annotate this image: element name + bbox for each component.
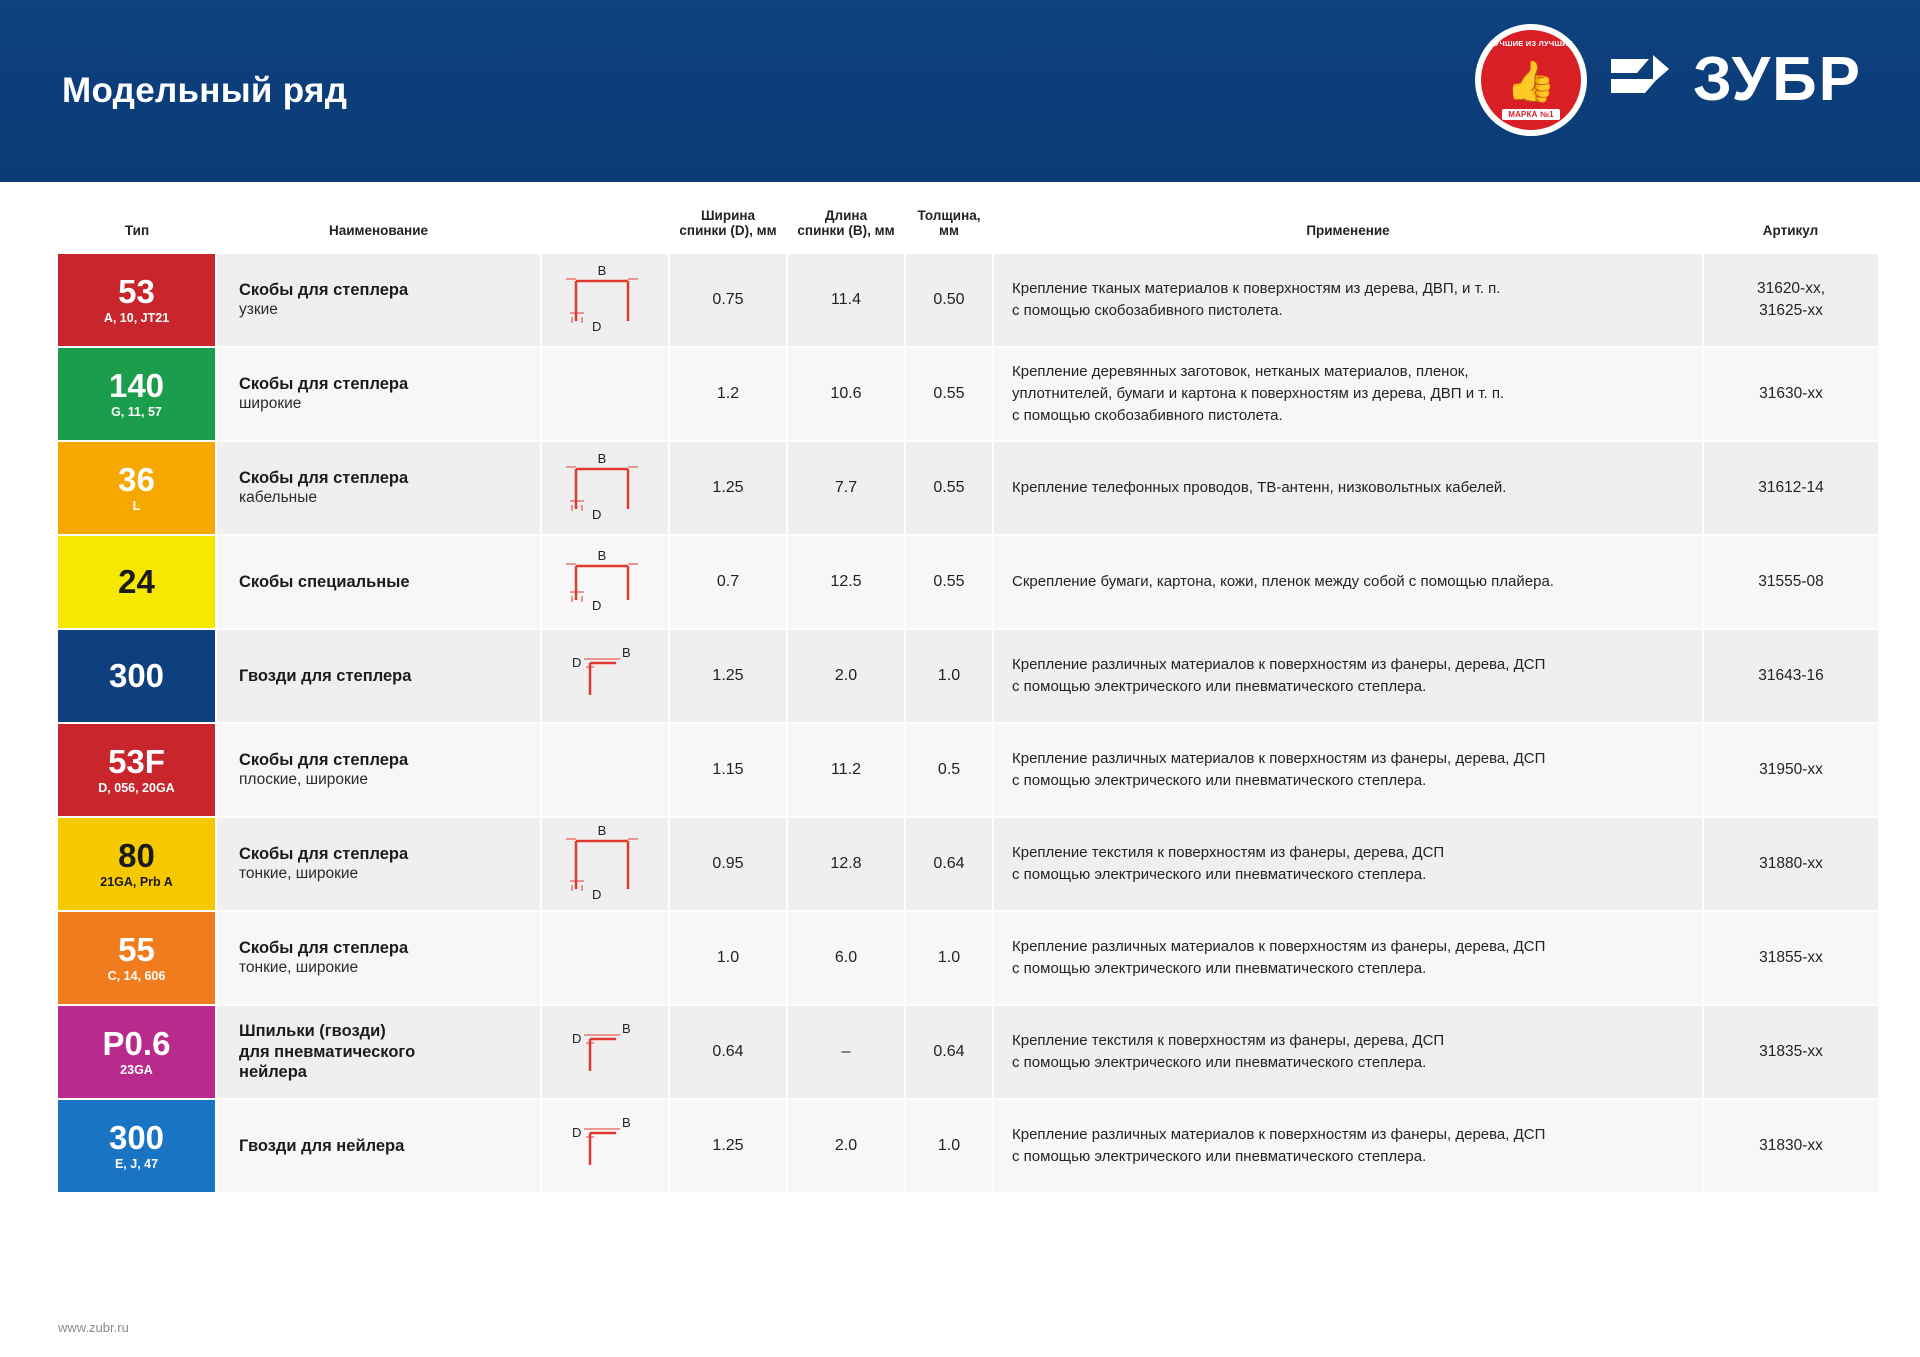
- application-text: Крепление различных материалов к поверхностям из фанеры, дерева, ДСП с помощью электрического или пневматического степлера.: [993, 629, 1703, 723]
- diagram-cell: [541, 723, 669, 817]
- type-badge: [58, 348, 215, 440]
- thickness-value: 0.50: [905, 254, 993, 347]
- col-header-picture: [541, 182, 669, 254]
- application-text: Крепление текстиля к поверхностям из фанеры, дерева, ДСП с помощью электрического или пневматического степлера.: [993, 817, 1703, 911]
- length-b-value: 12.5: [787, 535, 905, 629]
- type-number: P0.6: [102, 1024, 171, 1062]
- table-header-row: [58, 182, 1878, 254]
- table-row: [58, 723, 1878, 817]
- type-subcode: E, J, 47: [114, 1157, 159, 1172]
- col-header-width-d: [669, 182, 787, 254]
- type-badge: [58, 254, 215, 346]
- quality-badge-inner: [1481, 30, 1581, 130]
- product-name: Скобы для степлера: [239, 374, 409, 393]
- type-subcode: 23GA: [120, 1063, 153, 1078]
- quality-badge: [1475, 24, 1587, 136]
- name-cell: [216, 911, 541, 1005]
- col-header-thickness: [905, 182, 993, 254]
- table-row: [58, 629, 1878, 723]
- type-subcode: A, 10, JT21: [103, 311, 170, 326]
- type-badge: [58, 442, 215, 534]
- product-name: Скобы для степлера: [239, 468, 409, 487]
- nail-diagram-icon: [546, 641, 664, 711]
- application-text: Крепление деревянных заготовок, нетканых материалов, пленок, уплотнителей, бумаги и картона к поверхностям из дерева, ДВП и т. п. с помощью скобозабивного пистолета.: [993, 347, 1703, 441]
- type-number: 53F: [108, 742, 165, 780]
- col-header-thickness-l1: Толщина,: [917, 208, 981, 223]
- article-value: 31643-16: [1703, 629, 1878, 723]
- svg-text:B: B: [597, 451, 607, 466]
- col-header-thickness-l2: мм: [939, 223, 959, 238]
- type-number: 140: [108, 366, 165, 404]
- product-name: Гвозди для нейлера: [239, 1136, 405, 1155]
- table-row: [58, 347, 1878, 441]
- diagram-cell: [541, 347, 669, 441]
- diagram-cell: [541, 629, 669, 723]
- application-text: Крепление телефонных проводов, ТВ-антенн, низковольтных кабелей.: [993, 441, 1703, 535]
- svg-text:D: D: [572, 655, 582, 670]
- article-value: 31612-14: [1703, 441, 1878, 535]
- name-cell: [216, 347, 541, 441]
- col-header-length-b-l2: спинки (B), мм: [797, 223, 895, 238]
- application-text: Крепление различных материалов к поверхностям из фанеры, дерева, ДСП с помощью электрического или пневматического степлера.: [993, 1099, 1703, 1193]
- table-body: [58, 254, 1878, 1193]
- diagram-cell: [541, 1005, 669, 1099]
- svg-text:D: D: [592, 507, 602, 522]
- svg-text:D: D: [592, 598, 602, 613]
- nail-diagram-icon: [546, 1111, 664, 1181]
- length-b-value: 7.7: [787, 441, 905, 535]
- type-cell: [58, 535, 216, 629]
- length-b-value: 11.4: [787, 254, 905, 347]
- product-name: Скобы специальные: [239, 572, 410, 591]
- type-cell: [58, 441, 216, 535]
- type-cell: [58, 347, 216, 441]
- article-value: 31830-xx: [1703, 1099, 1878, 1193]
- type-number: 24: [118, 562, 155, 600]
- badge-top-label: ЛУЧШИЕ ИЗ ЛУЧШИХ: [1489, 39, 1573, 48]
- type-number: 80: [118, 836, 155, 874]
- brand-block: [1475, 24, 1862, 136]
- svg-text:B: B: [597, 823, 607, 838]
- width-d-value: 1.15: [669, 723, 787, 817]
- type-subcode: C, 14, 606: [107, 969, 166, 984]
- article-value: 31620-xx, 31625-xx: [1703, 254, 1878, 347]
- width-d-value: 1.25: [669, 441, 787, 535]
- svg-text:D: D: [592, 887, 602, 902]
- application-text: Крепление различных материалов к поверхностям из фанеры, дерева, ДСП с помощью электрического или пневматического степлера.: [993, 911, 1703, 1005]
- type-number: 53: [118, 272, 155, 310]
- application-text: Скрепление бумаги, картона, кожи, пленок между собой с помощью плайера.: [993, 535, 1703, 629]
- page-header: [0, 0, 1920, 182]
- table-row: [58, 817, 1878, 911]
- name-cell: [216, 441, 541, 535]
- length-b-value: 10.6: [787, 347, 905, 441]
- width-d-value: 0.75: [669, 254, 787, 347]
- staple-diagram-icon: [546, 821, 664, 907]
- type-cell: [58, 911, 216, 1005]
- thickness-value: 0.55: [905, 535, 993, 629]
- type-cell: [58, 629, 216, 723]
- length-b-value: 2.0: [787, 1099, 905, 1193]
- product-name: Шпильки (гвозди) для пневматического нейлера: [239, 1022, 416, 1082]
- col-header-length-b: [787, 182, 905, 254]
- thumb-up-icon: 👍: [1506, 60, 1556, 104]
- col-header-width-d-l2: спинки (D), мм: [679, 223, 777, 238]
- article-value: 31950-xx: [1703, 723, 1878, 817]
- product-subname: широкие: [239, 395, 302, 413]
- type-cell: [58, 723, 216, 817]
- type-number: 36: [118, 460, 155, 498]
- name-cell: [216, 629, 541, 723]
- width-d-value: 0.7: [669, 535, 787, 629]
- thickness-value: 0.64: [905, 1005, 993, 1099]
- svg-text:B: B: [622, 645, 631, 660]
- staple-diagram-icon: [546, 261, 664, 339]
- diagram-cell: [541, 1099, 669, 1193]
- article-value: 31835-xx: [1703, 1005, 1878, 1099]
- type-subcode: D, 056, 20GA: [98, 781, 175, 796]
- width-d-value: 1.0: [669, 911, 787, 1005]
- width-d-value: 0.64: [669, 1005, 787, 1099]
- product-subname: плоские, широкие: [239, 771, 369, 789]
- diagram-cell: [541, 535, 669, 629]
- product-name: Скобы для степлера: [239, 280, 409, 299]
- svg-text:D: D: [572, 1031, 582, 1046]
- type-badge: [58, 818, 215, 910]
- thickness-value: 1.0: [905, 911, 993, 1005]
- name-cell: [216, 1099, 541, 1193]
- product-subname: тонкие, широкие: [239, 865, 359, 883]
- type-badge: [58, 912, 215, 1004]
- table-row: [58, 911, 1878, 1005]
- length-b-value: 12.8: [787, 817, 905, 911]
- name-cell: [216, 817, 541, 911]
- thickness-value: 0.55: [905, 441, 993, 535]
- product-name: Скобы для степлера: [239, 844, 409, 863]
- svg-text:B: B: [622, 1115, 631, 1130]
- table-row: [58, 535, 1878, 629]
- type-badge: [58, 536, 215, 628]
- thickness-value: 1.0: [905, 629, 993, 723]
- article-value: 31555-08: [1703, 535, 1878, 629]
- diagram-cell: [541, 254, 669, 347]
- type-number: 55: [118, 930, 155, 968]
- type-subcode: 21GA, Prb A: [100, 875, 173, 890]
- col-header-length-b-l1: Длина: [824, 208, 868, 223]
- col-header-width-d-l1: Ширина: [700, 208, 756, 223]
- name-cell: [216, 535, 541, 629]
- table-row: [58, 1005, 1878, 1099]
- name-cell: [216, 254, 541, 347]
- page-title: Модельный ряд: [62, 71, 348, 110]
- type-badge: [58, 630, 215, 722]
- type-number: 300: [108, 1118, 165, 1156]
- product-name: Гвозди для степлера: [239, 666, 412, 685]
- width-d-value: 1.25: [669, 1099, 787, 1193]
- table-row: [58, 1099, 1878, 1193]
- name-cell: [216, 1005, 541, 1099]
- thickness-value: 0.55: [905, 347, 993, 441]
- col-header-article: Артикул: [1703, 182, 1878, 254]
- footer-site: www.zubr.ru: [58, 1320, 129, 1335]
- table-row: [58, 441, 1878, 535]
- name-cell: [216, 723, 541, 817]
- diagram-cell: [541, 817, 669, 911]
- svg-text:D: D: [592, 319, 602, 334]
- width-d-value: 1.25: [669, 629, 787, 723]
- col-header-type: Тип: [58, 182, 216, 254]
- badge-bottom-label: МАРКА №1: [1502, 109, 1560, 120]
- svg-text:D: D: [572, 1125, 582, 1140]
- models-table-wrap: [0, 182, 1920, 1194]
- length-b-value: –: [787, 1005, 905, 1099]
- type-cell: [58, 1099, 216, 1193]
- zubr-symbol-icon: [1609, 49, 1671, 111]
- length-b-value: 6.0: [787, 911, 905, 1005]
- product-subname: тонкие, широкие: [239, 959, 359, 977]
- col-header-name: Наименование: [216, 182, 541, 254]
- application-text: Крепление различных материалов к поверхностям из фанеры, дерева, ДСП с помощью электрического или пневматического степлера.: [993, 723, 1703, 817]
- product-name: Скобы для степлера: [239, 938, 409, 957]
- length-b-value: 2.0: [787, 629, 905, 723]
- length-b-value: 11.2: [787, 723, 905, 817]
- type-badge: [58, 724, 215, 816]
- type-cell: [58, 254, 216, 347]
- thickness-value: 0.5: [905, 723, 993, 817]
- application-text: Крепление текстиля к поверхностям из фанеры, дерева, ДСП с помощью электрического или пневматического степлера.: [993, 1005, 1703, 1099]
- type-cell: [58, 817, 216, 911]
- product-subname: узкие: [239, 301, 278, 319]
- article-value: 31880-xx: [1703, 817, 1878, 911]
- article-value: 31855-xx: [1703, 911, 1878, 1005]
- product-name: Скобы для степлера: [239, 750, 409, 769]
- application-text: Крепление тканых материалов к поверхностям из дерева, ДВП, и т. п. с помощью скобозабивного пистолета.: [993, 254, 1703, 347]
- type-subcode: L: [132, 499, 141, 514]
- article-value: 31630-xx: [1703, 347, 1878, 441]
- diagram-cell: [541, 441, 669, 535]
- staple-diagram-icon: [546, 449, 664, 527]
- brand-wordmark: ЗУБР: [1693, 45, 1862, 114]
- product-subname: кабельные: [239, 489, 317, 507]
- staple-diagram-icon: [546, 546, 664, 618]
- type-cell: [58, 1005, 216, 1099]
- thickness-value: 0.64: [905, 817, 993, 911]
- svg-text:B: B: [597, 548, 607, 563]
- type-subcode: G, 11, 57: [111, 405, 162, 420]
- type-badge: [58, 1100, 215, 1192]
- type-badge: [58, 1006, 215, 1098]
- thickness-value: 1.0: [905, 1099, 993, 1193]
- width-d-value: 0.95: [669, 817, 787, 911]
- svg-text:B: B: [597, 263, 607, 278]
- type-number: 300: [108, 656, 165, 694]
- svg-text:B: B: [622, 1021, 631, 1036]
- table-row: [58, 254, 1878, 347]
- models-table: [58, 182, 1878, 1194]
- width-d-value: 1.2: [669, 347, 787, 441]
- nail-diagram-icon: [546, 1017, 664, 1087]
- diagram-cell: [541, 911, 669, 1005]
- col-header-use: Применение: [993, 182, 1703, 254]
